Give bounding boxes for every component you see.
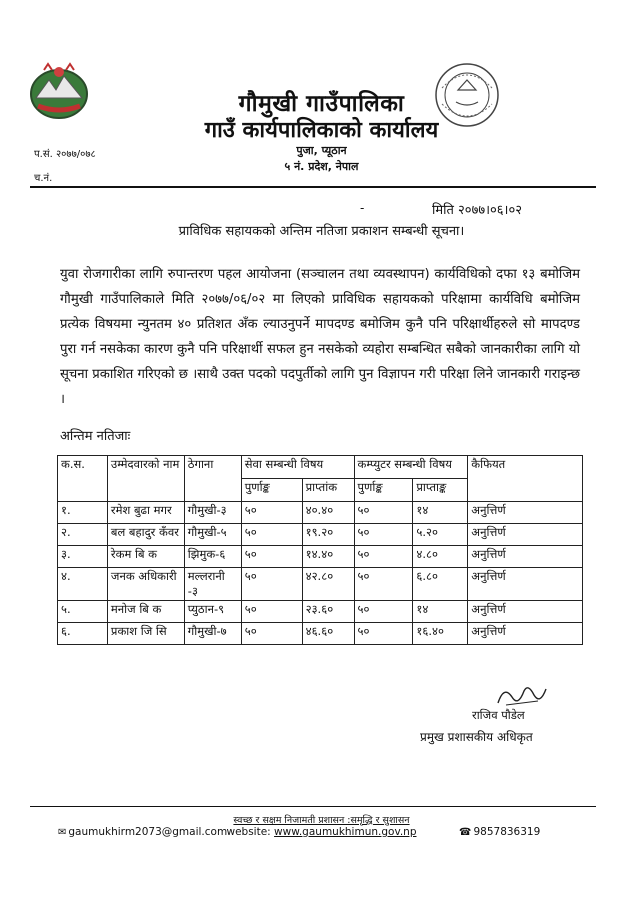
cell-candidate-name: रेकम बि क <box>107 546 184 568</box>
cell-candidate-name: प्रकाश जि सि <box>107 623 184 645</box>
cell-sn: ४. <box>58 568 108 601</box>
email-text: gaumukhirm2073@gmail.com <box>68 826 228 838</box>
table-row <box>58 623 583 645</box>
office-name: गाउँ कार्यपालिकाको कार्यालय <box>204 118 439 143</box>
cell-candidate-name: जनक अधिकारी <box>107 568 184 601</box>
cell-remarks: अनुत्तिर्ण <box>468 502 583 524</box>
cell-obtained-2: ५.२० <box>413 524 468 546</box>
notice-date: मिति २०७७।०६।०२ <box>432 203 522 218</box>
footer-slogan: स्वच्छ र सक्षम निजामती प्रशासन :समृद्धि र सुशासन <box>233 815 410 826</box>
office-address-line1: पुजा, प्यूठान <box>296 144 347 157</box>
cell-full-marks-1: ५० <box>241 601 302 623</box>
cell-candidate-name: रमेश बुढा मगर <box>107 502 184 524</box>
cell-full-marks-1: ५० <box>241 568 302 601</box>
cell-obtained-1: १९.२० <box>302 524 354 546</box>
signature-scribble <box>490 683 550 711</box>
phone-text: 9857836319 <box>473 826 541 838</box>
signatory-name: राजिव पौडेल <box>472 708 525 722</box>
cell-full-marks-2: ५० <box>354 546 413 568</box>
notice-subject: प्राविधिक सहायकको अन्तिम नतिजा प्रकाशन सम्बन्धी सूचना। <box>178 224 465 239</box>
cell-full-marks-2: ५० <box>354 502 413 524</box>
header-candidate-name: उम्मेदवारको नाम <box>107 456 184 502</box>
date-dash: - <box>360 201 365 215</box>
cell-full-marks-1: ५० <box>241 502 302 524</box>
cell-remarks: अनुत्तिर्ण <box>468 623 583 645</box>
cell-sn: २. <box>58 524 108 546</box>
municipality-name: गौमुखी गाउँपालिका <box>238 91 405 117</box>
cell-obtained-2: १४ <box>413 502 468 524</box>
cell-obtained-2: १६.४० <box>413 623 468 645</box>
cell-address: प्युठान-९ <box>184 601 241 623</box>
cell-obtained-2: ४.८० <box>413 546 468 568</box>
table-row <box>58 601 583 623</box>
cell-full-marks-2: ५० <box>354 524 413 546</box>
cell-full-marks-1: ५० <box>241 623 302 645</box>
header-obtained-2: प्राप्ताङ्क <box>413 479 468 502</box>
table-row <box>58 546 583 568</box>
table-row <box>58 568 583 601</box>
cell-sn: ३. <box>58 546 108 568</box>
cell-obtained-1: ४०.४० <box>302 502 354 524</box>
cell-address: मल्लरानी -३ <box>184 568 241 601</box>
reference-number: प.सं. २०७७/०७८ <box>34 149 96 160</box>
cell-remarks: अनुत्तिर्ण <box>468 546 583 568</box>
cell-full-marks-1: ५० <box>241 524 302 546</box>
cell-full-marks-2: ५० <box>354 623 413 645</box>
header-computer-subject: कम्प्युटर सम्बन्धी विषय <box>354 456 468 479</box>
table-header-row <box>58 456 583 479</box>
header-address: ठेगाना <box>184 456 241 502</box>
footer-phone[interactable] <box>459 826 540 838</box>
signatory-title: प्रमुख प्रशासकीय अधिकृत <box>420 730 533 744</box>
cell-candidate-name: मनोज बि क <box>107 601 184 623</box>
cell-obtained-2: ६.८० <box>413 568 468 601</box>
table-row <box>58 502 583 524</box>
footer-divider <box>30 806 596 807</box>
cell-candidate-name: बल बहादुर कँवर <box>107 524 184 546</box>
header-full-marks-1: पुर्णाङ्क <box>241 479 302 502</box>
dispatch-number: च.नं. <box>34 173 53 184</box>
cell-obtained-1: ४२.८० <box>302 568 354 601</box>
cell-remarks: अनुत्तिर्ण <box>468 601 583 623</box>
table-row <box>58 524 583 546</box>
cell-sn: ६. <box>58 623 108 645</box>
header-remarks: कैफियत <box>468 456 583 502</box>
cell-obtained-2: १४ <box>413 601 468 623</box>
notice-body: युवा रोजगारीका लागि रुपान्तरण पहल आयोजना (सञ्चालन तथा व्यवस्थापन) कार्यविधिको दफा १३ बमोजिम गौमुखी गाउँपालिकाले मिति २०७७/०६/०२ मा लिएको प्राविधिक सहायकको परिक्षामा कार्यविधि बमोजिम प्रत्येक विषयमा न्युनतम ४० प्रतिशत अँक ल्याउनुपर्ने मापदण्ड बमोजिम कुनै पनि परिक्षार्थीहरुले सो मापदण्ड पुरा गर्न नसकेका कारण कुनै पनि परिक्षार्थी सफल हुन नसकेको व्यहोरा सम्बन्धित सबैको जानकारीका लागि यो सूचना प्रकाशित गरिएको छ ।साथै उक्त पदको पदपुर्तीको लागि पुन विज्ञापन गरी परिक्षा लिने जानकारी गराइन्छ । <box>60 267 580 407</box>
office-address-line2: ५ नं. प्रदेश, नेपाल <box>284 160 359 173</box>
cell-full-marks-1: ५० <box>241 546 302 568</box>
cell-address: झिमुक-६ <box>184 546 241 568</box>
header-service-subject: सेवा सम्बन्धी विषय <box>241 456 354 479</box>
email-icon: ✉ <box>58 827 67 838</box>
cell-remarks: अनुत्तिर्ण <box>468 524 583 546</box>
phone-icon: ☎ <box>459 827 472 838</box>
cell-remarks: अनुत्तिर्ण <box>468 568 583 601</box>
header-full-marks-2: पुर्णाङ्क <box>354 479 413 502</box>
cell-address: गौमुखी-५ <box>184 524 241 546</box>
website-link[interactable]: www.gaumukhimun.gov.np <box>274 826 417 838</box>
header-obtained-1: प्राप्तांक <box>302 479 354 502</box>
cell-sn: १. <box>58 502 108 524</box>
header-sn: क.स. <box>58 456 108 502</box>
cell-obtained-1: ४६.६० <box>302 623 354 645</box>
website-label: website: <box>226 826 271 838</box>
final-results-label: अन्तिम नतिजाः <box>60 429 131 444</box>
cell-address: गौमुखी-७ <box>184 623 241 645</box>
cell-obtained-1: १४.४० <box>302 546 354 568</box>
cell-address: गौमुखी-३ <box>184 502 241 524</box>
results-table <box>57 455 583 645</box>
header-divider <box>30 186 596 188</box>
cell-full-marks-2: ५० <box>354 568 413 601</box>
cell-obtained-1: २३.६० <box>302 601 354 623</box>
footer-email[interactable] <box>58 826 227 838</box>
cell-full-marks-2: ५० <box>354 601 413 623</box>
cell-sn: ५. <box>58 601 108 623</box>
